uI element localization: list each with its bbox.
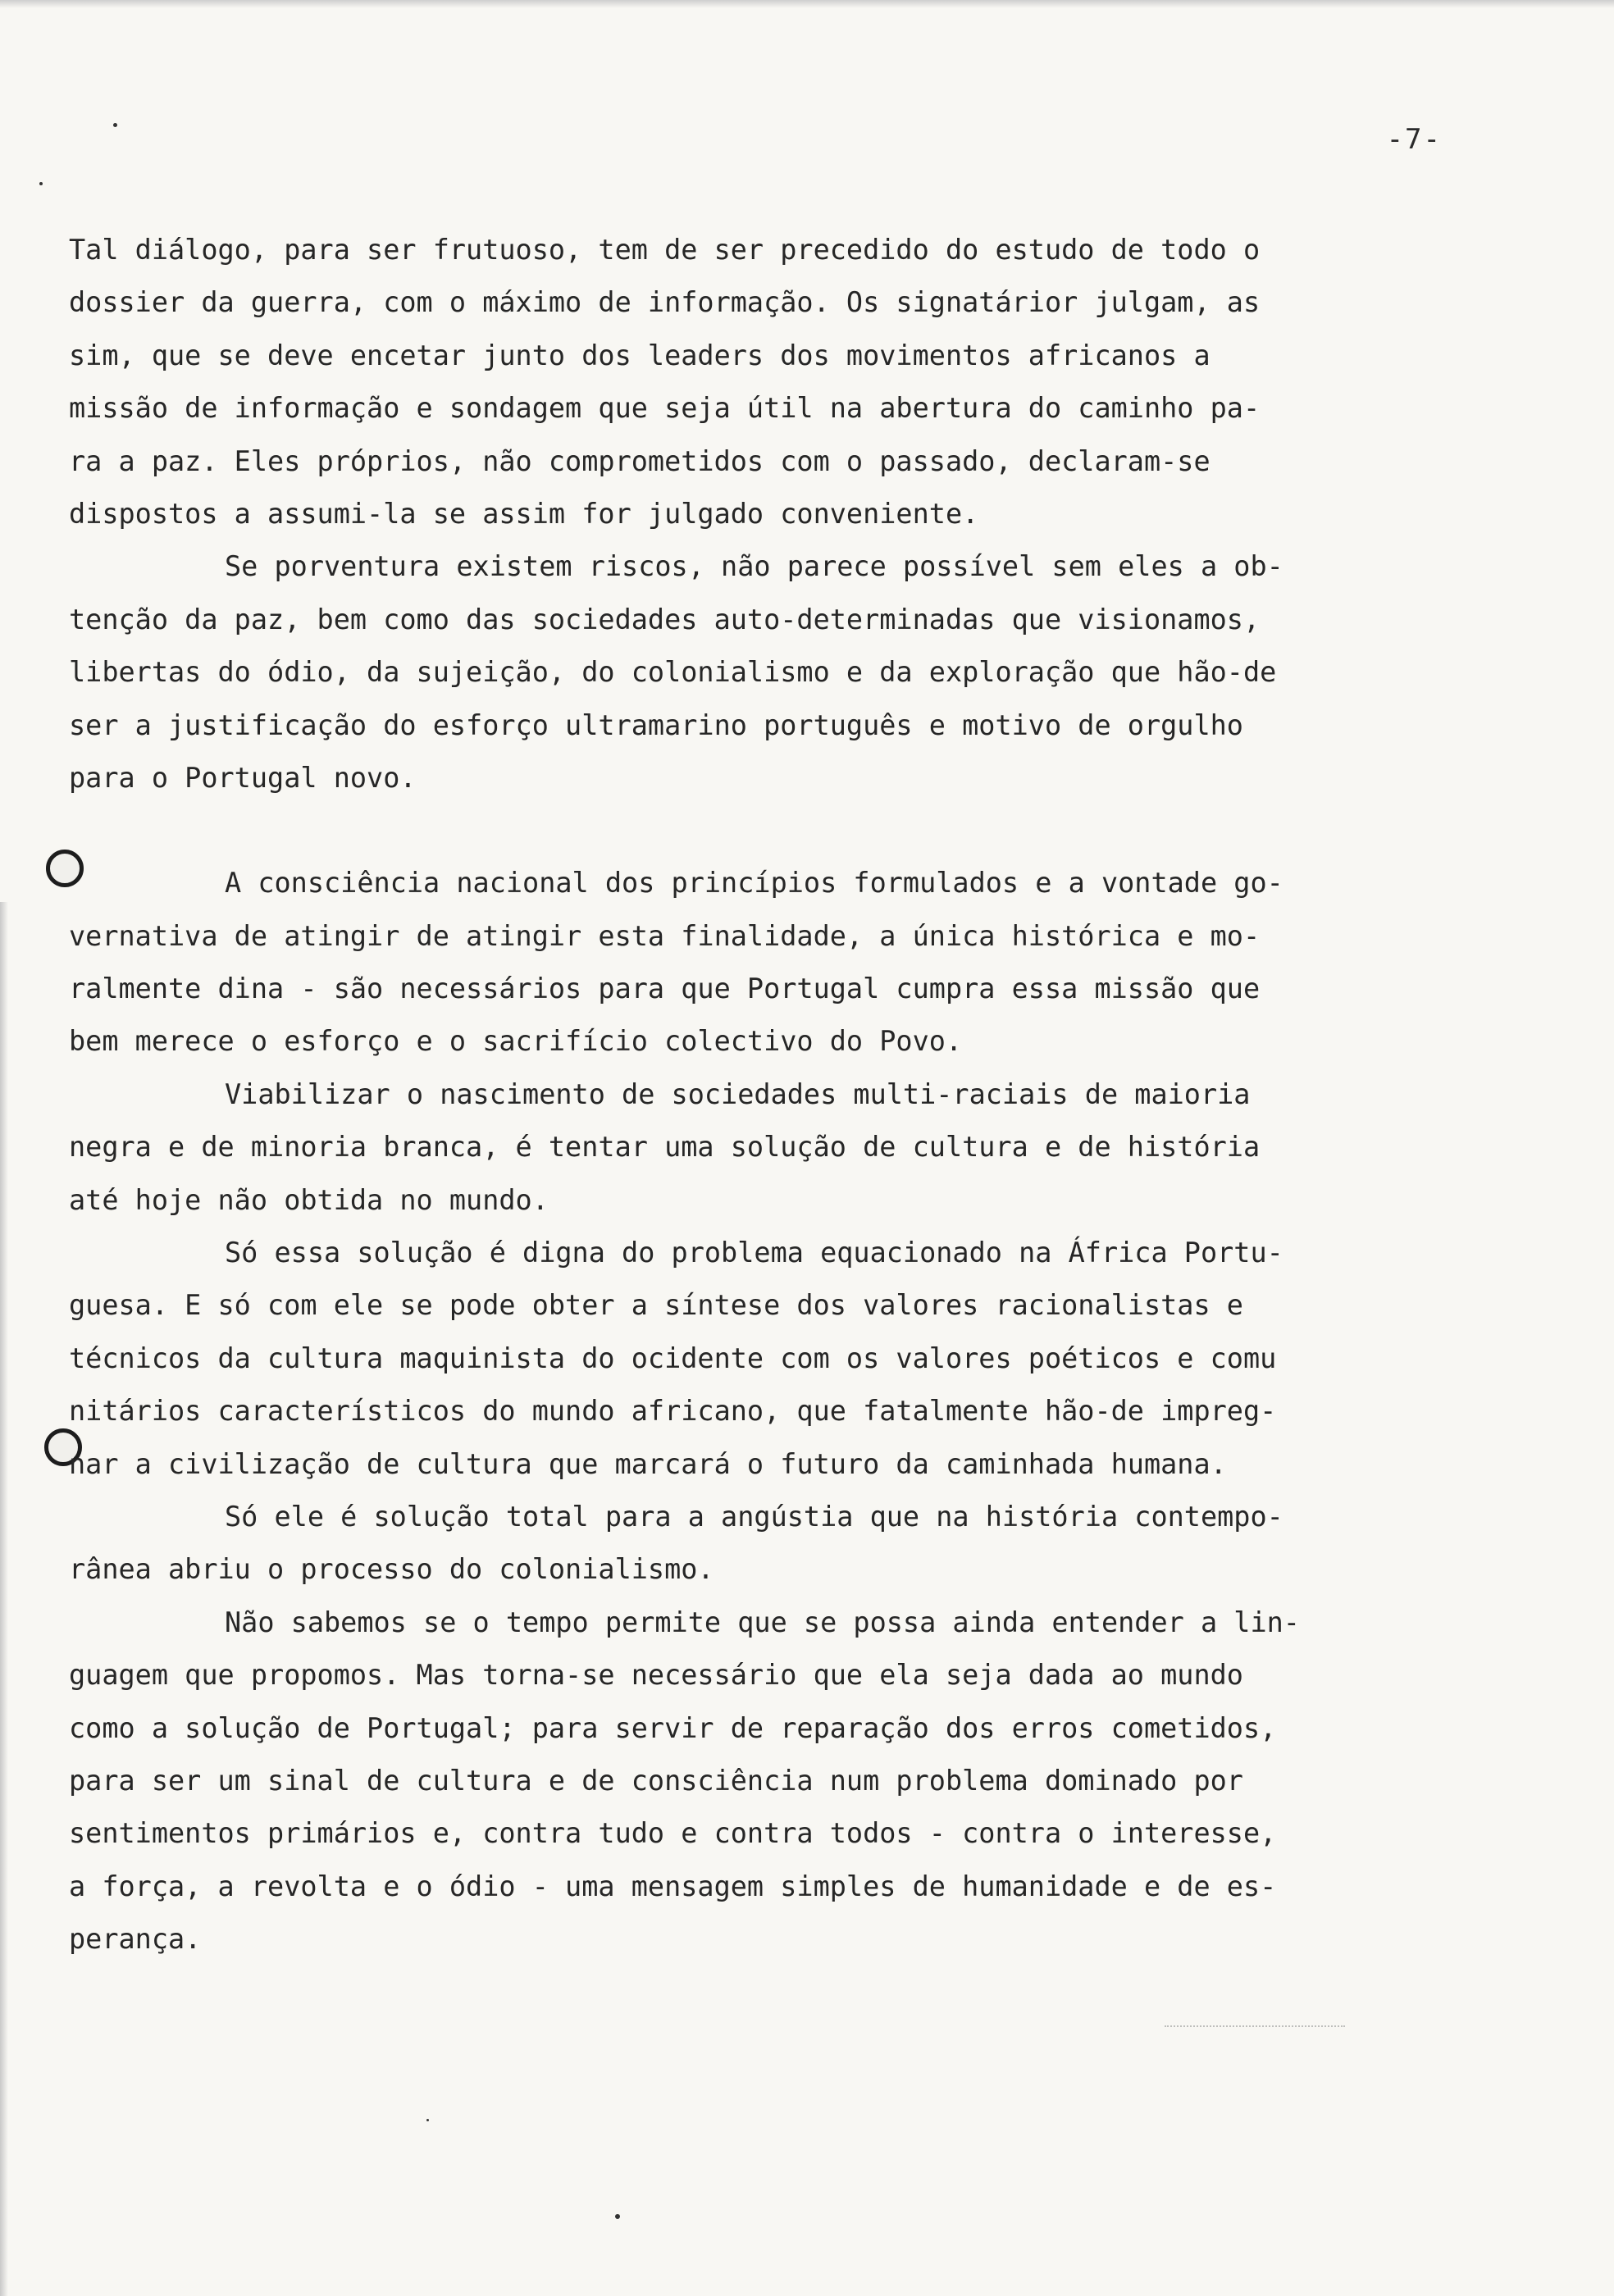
scan-speck [113,123,117,127]
text-line: nar a civilização de cultura que marcará o futuro da caminhada humana. [69,1447,1227,1480]
text-line: tenção da paz, bem como das sociedades auto-determinadas que visionamos, [69,603,1261,636]
text-line: Só ele é solução total para a angústia que na história contempo- [225,1500,1283,1533]
text-line: para ser um sinal de cultura e de consciência num problema dominado por [69,1764,1243,1797]
text-line: até hoje não obtida no mundo. [69,1183,549,1216]
text-line: A consciência nacional dos princípios formulados e a vontade go- [225,867,1283,900]
typewritten-body [69,224,1512,1966]
text-line: Viabilizar o nascimento de sociedades multi-raciais de maioria [225,1077,1251,1110]
text-line: sim, que se deve encetar junto dos leaders dos movimentos africanos a [69,339,1210,371]
text-line: bem merece o esforço e o sacrifício colectivo do Povo. [69,1025,963,1058]
text-line: Tal diálogo, para ser frutuoso, tem de ser precedido do estudo de todo o [69,234,1261,266]
text-line: guagem que propomos. Mas torna-se necessário que ela seja dada ao mundo [69,1659,1243,1692]
faint-mark [1165,2025,1345,2035]
scan-speck [615,2214,620,2219]
text-line: ser a justificação do esforço ultramarino português e motivo de orgulho [69,708,1243,741]
text-line: ralmente dina - são necessários para que Portugal cumpra essa missão que [69,973,1261,1005]
scan-speck [426,2119,429,2121]
text-line: vernativa de atingir de atingir esta finalidade, a única histórica e mo- [69,919,1261,952]
text-line: Não sabemos se o tempo permite que se possa ainda entender a lin- [225,1606,1300,1638]
text-line: missão de informação e sondagem que seja útil na abertura do caminho pa- [69,392,1261,425]
text-line: libertas do ódio, da sujeição, do colonialismo e da exploração que hão-de [69,656,1277,689]
text-line: Só essa solução é digna do problema equacionado na África Portu- [225,1237,1283,1269]
page-number: -7- [1386,123,1442,156]
text-line: sentimentos primários e, contra tudo e contra todos - contra o interesse, [69,1817,1277,1850]
scan-left-edge [0,902,8,2296]
text-line: Se porventura existem riscos, não parece possível sem eles a ob- [225,550,1283,583]
text-line: para o Portugal novo. [69,761,417,794]
text-line: nitários característicos do mundo africano, que fatalmente hão-de impreg- [69,1395,1277,1428]
text-line: perança. [69,1923,202,1956]
paragraph-gap [69,804,1512,857]
scan-top-edge [0,0,1614,8]
text-line: negra e de minoria branca, é tentar uma solução de cultura e de história [69,1131,1261,1164]
text-line: a força, a revolta e o ódio - uma mensagem simples de humanidade e de es- [69,1870,1277,1902]
text-line: técnicos da cultura maquinista do ocidente com os valores poéticos e comu [69,1342,1277,1374]
text-line: dossier da guerra, com o máximo de informação. Os signatárior julgam, as [69,286,1261,319]
text-line: rânea abriu o processo do colonialismo. [69,1553,714,1586]
scan-speck [39,182,43,185]
text-line: como a solução de Portugal; para servir de reparação dos erros cometidos, [69,1711,1277,1744]
text-line: dispostos a assumi-la se assim for julgado conveniente. [69,497,979,530]
text-line: ra a paz. Eles próprios, não comprometidos com o passado, declaram-se [69,444,1210,477]
text-line: guesa. E só com ele se pode obter a síntese dos valores racionalistas e [69,1289,1243,1322]
